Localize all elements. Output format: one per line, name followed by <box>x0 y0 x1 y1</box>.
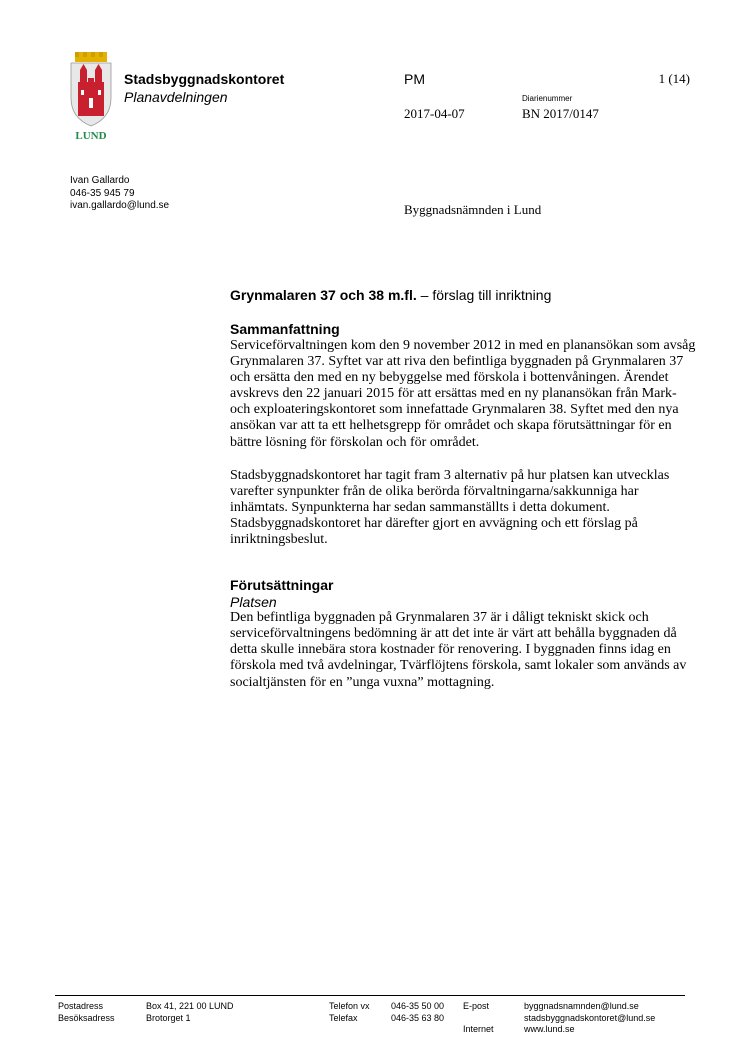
document-date: 2017-04-07 <box>404 106 465 121</box>
footer-internet-label: Internet <box>463 1024 494 1034</box>
document-title-bold: Grynmalaren 37 och 38 m.fl. <box>230 287 417 303</box>
footer-telefon: 046-35 50 00 <box>391 1001 445 1011</box>
summary-paragraph: Serviceförvaltningen kom den 9 november 2012 in med en planansökan som avsåg Grynmalaren 37. Syftet var att riva den befintliga byggnaden på Grynmalaren 37 och ersätta den med en ny bebyggelse med förskola i bottenvåningen. Ärendet avskrevs den 22 januari 2015 för att ersättas med en ny planansökan från Mark- och exploateringskontoret som innefattade Grynmalaren 38. Syftet med den nya ansökan var att ta ett helhetsgrepp för området och skapa förutsättningar för en bättre lösning för förskolan och för området. <box>230 338 696 450</box>
footer-postadress: Box 41, 221 00 LUND <box>146 1001 234 1011</box>
footer-telefon-label: Telefon vx <box>329 1001 370 1011</box>
diarie-number: BN 2017/0147 <box>522 106 599 121</box>
page-number: 1 (14) <box>658 71 690 86</box>
lund-city-crest-logo <box>70 52 112 142</box>
document-title <box>230 287 696 303</box>
footer-divider <box>55 995 685 996</box>
document-title-rest: – förslag till inriktning <box>416 287 552 303</box>
footer-epost-label: E-post <box>463 1001 490 1011</box>
organization-department: Planavdelningen <box>124 89 228 105</box>
contact-block <box>70 175 169 213</box>
section-heading-conditions: Förutsättningar <box>230 577 334 594</box>
organization-name: Stadsbyggnadskontoret <box>124 71 285 87</box>
document-body <box>230 287 696 691</box>
footer-telefax: 046-35 63 80 <box>391 1013 445 1023</box>
subsection-heading-platsen: Platsen <box>230 594 277 611</box>
recipient: Byggnadsnämnden i Lund <box>404 202 542 217</box>
document-type: PM <box>404 71 425 87</box>
footer-telefax-label: Telefax <box>329 1013 358 1023</box>
contact-phone: 046-35 945 79 <box>70 187 135 199</box>
footer-besoksadress-label: Besöksadress <box>58 1013 115 1023</box>
contact-name: Ivan Gallardo <box>70 175 130 186</box>
contact-email[interactable]: ivan.gallardo@lund.se <box>70 200 170 211</box>
summary-paragraph: Stadsbyggnadskontoret har tagit fram 3 alternativ på hur platsen kan utvecklas varefter synpunkter från de olika berörda förvaltningarna/sakkunniga har inhämtats. Synpunkterna har sedan sammanställts i detta dokument. Stadsbyggnadskontoret har därefter gjort en avvägning och ett förslag på inriktningsbeslut. <box>230 467 670 548</box>
footer-epost-2[interactable]: stadsbyggnadskontoret@lund.se <box>524 1013 656 1023</box>
section-heading-summary: Sammanfattning <box>230 321 340 337</box>
footer-postadress-label: Postadress <box>58 1001 104 1011</box>
svg-text:LUND: LUND <box>75 130 107 142</box>
footer-besoksadress: Brotorget 1 <box>146 1013 191 1023</box>
conditions-paragraph: Den befintliga byggnaden på Grynmalaren 37 är i dåligt tekniskt skick och serviceförvaltningens bedömning är att det inte är värt att behålla byggnaden då detta skulle innebära stora kostnader för renovering. I byggnaden finns idag en förskola med två avdelningar, Tvärflöjtens förskola, samt lokaler som används av socialtjänsten för en ”unga vuxna” mottagning. <box>230 610 687 690</box>
footer-internet[interactable]: www.lund.se <box>524 1024 575 1034</box>
footer-epost-1[interactable]: byggnadsnamnden@lund.se <box>524 1001 639 1011</box>
diarie-label: Diarienummer <box>522 94 573 103</box>
